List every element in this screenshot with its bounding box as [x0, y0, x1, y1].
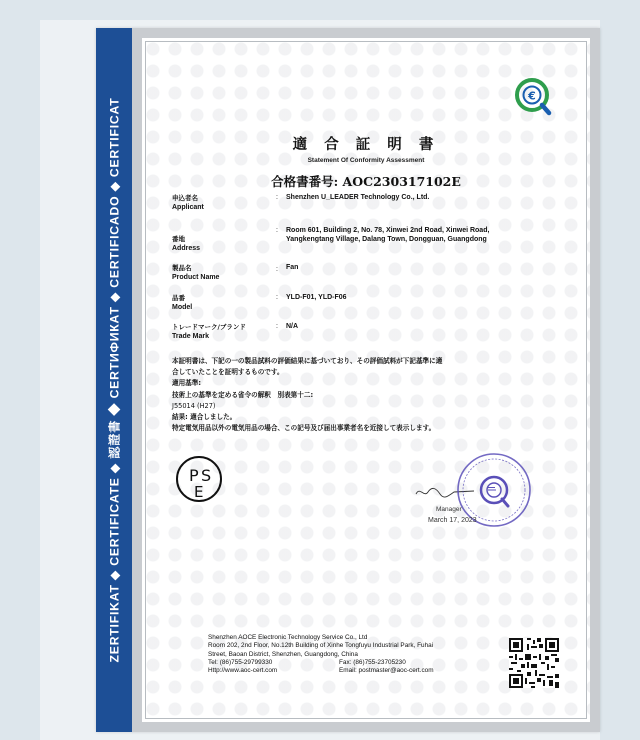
field-label-jp: 申込者名	[172, 194, 198, 202]
statement-line: 適用基準:	[172, 379, 202, 388]
statement-line: 結果: 適合しました。	[172, 413, 237, 422]
pse-letter-s: S	[201, 466, 212, 485]
pse-letter-p: P	[189, 466, 199, 485]
issuer-address-line1: Room 202, 2nd Floor, No.12th Building of Xinhe Tongfuyu Industrial Park, Fuhai	[208, 642, 434, 650]
field-label-en: Address	[172, 245, 201, 252]
field-value: YLD-F01, YLD-F06	[286, 294, 347, 301]
statement-line: 技術上の基準を定める省令の解釈 別表第十二:	[172, 390, 314, 399]
issuer-fax: Fax: (86)755-23705230	[339, 658, 406, 666]
field-label-jp: 品番	[172, 294, 185, 302]
issuer-tel: Tel: (86)755-29799330	[208, 658, 273, 666]
qr-code-icon	[509, 638, 559, 688]
field-label-jp: 番地	[172, 235, 185, 243]
field-label-jp: 製品名	[172, 264, 192, 272]
pse-letter-e: E	[194, 483, 204, 501]
side-band	[96, 28, 132, 732]
issue-date: March 17, 2023	[428, 517, 477, 524]
certificate-subtitle: Statement Of Conformity Assessment	[307, 157, 425, 164]
field-value: N/A	[286, 323, 299, 330]
statement-line: 合していたことを証明するものです。	[172, 368, 284, 377]
field-label-en: Trade Mark	[172, 333, 209, 340]
statement-line: 特定電気用品以外の電気用品の場合、この記号及び届出事業者名を近接して表示します。	[172, 424, 436, 433]
issuer-website: Http://www.aoc-cert.com	[208, 667, 278, 675]
statement-line: J55014 (H27)	[172, 401, 216, 410]
signatory-title: Manager	[436, 506, 462, 513]
aoc-logo-icon	[513, 76, 553, 116]
issuer-footer	[208, 634, 508, 675]
side-band-text: ZERTIFIKAT ◆ CERTIFICATE ◆ 認證書 ◆ CERTИФИКАТ ◆ CERTIFICADO ◆ CERTIFICAT	[107, 97, 122, 663]
field-value: Fan	[286, 264, 299, 271]
svg-text:€: €	[528, 89, 536, 103]
issuer-company: Shenzhen AOCE Electronic Technology Service Co., Ltd	[208, 634, 368, 641]
field-label-en: Product Name	[172, 274, 220, 281]
certificate-title: 適 合 証 明 書	[292, 137, 440, 153]
statement-line: 本証明書は、下記の一の製品試料の評価結果に基づいており、その評価試料が下記基準に適	[172, 357, 443, 365]
field-label-en: Model	[172, 304, 193, 311]
field-label-en: Applicant	[172, 204, 204, 211]
field-value: Shenzhen U_LEADER Technology Co., Ltd.	[286, 194, 430, 201]
certificate-number: 合格書番号: AOC230317102E	[271, 174, 461, 189]
field-value: Room 601, Building 2, No. 78, Xinwei 2nd Road, Xinwei Road, Yangkengtang Village, Dalang Town, Dongguan, Guangdong	[286, 227, 490, 243]
issuer-email: Email: postmaster@aoc-cert.com	[339, 667, 434, 675]
field-label-jp: トレードマーク/ブランド	[172, 323, 246, 331]
issuer-contacts	[208, 659, 508, 675]
issuer-address-line2: Street, Baoan District, Shenzhen, Guangdong, China	[208, 650, 358, 658]
pse-mark-icon	[174, 454, 224, 504]
certificate: ZERTIFIKAT ◆ CERTIFICATE ◆ 認證書 ◆ CERTИФИКАТ ◆ CERTIFICADO ◆ CERTIFICAT € 適 合 証 明 書 Statement Of Conformity Assessment 合格書番号: AOC230317102E 申込者名 Applicant : Shenzhen U_LEADER Technology Co., Ltd. 番地 Address : Room 601, Building 2, No. 78, Xinwei 2nd Road, Xinwei Road, Yangkengtang Village, Dalang Town, Dongguan, Guangdong 製品名 Product Name : Fan 品番 Model : YLD-F01, YLD-F06 トレードマーク/ブランド Trade Mark : N/A 本証明書は、下記の一の製品試料の評価結果に基づいており、その評価試料が下記基準に適 合していたことを証明するものです。 適用基準: 技術上の基準を定める省令の解釈 別表第十二: J55014 (H27) 結果: 適合しました。 特定電気用品以外の電気用品の場合、この記号及び届出事業者名を近接して表示します。 P S E Manager March 17, 2023 Shenzhen AOCE Electronic Technology Service Co., Ltd Room 202, 2nd Floor, No.12th Building of Xinhe Tongfuyu Industrial Park, Fuhai Street, Baoan District, Shenzhen, Guangdong, China Tel: (86)755-29799330 Fax: (86)755-23705230 Http://www.aoc-cert.com Email: postmaster@aoc-cert.com	[96, 28, 600, 732]
conformity-statement	[172, 356, 532, 434]
